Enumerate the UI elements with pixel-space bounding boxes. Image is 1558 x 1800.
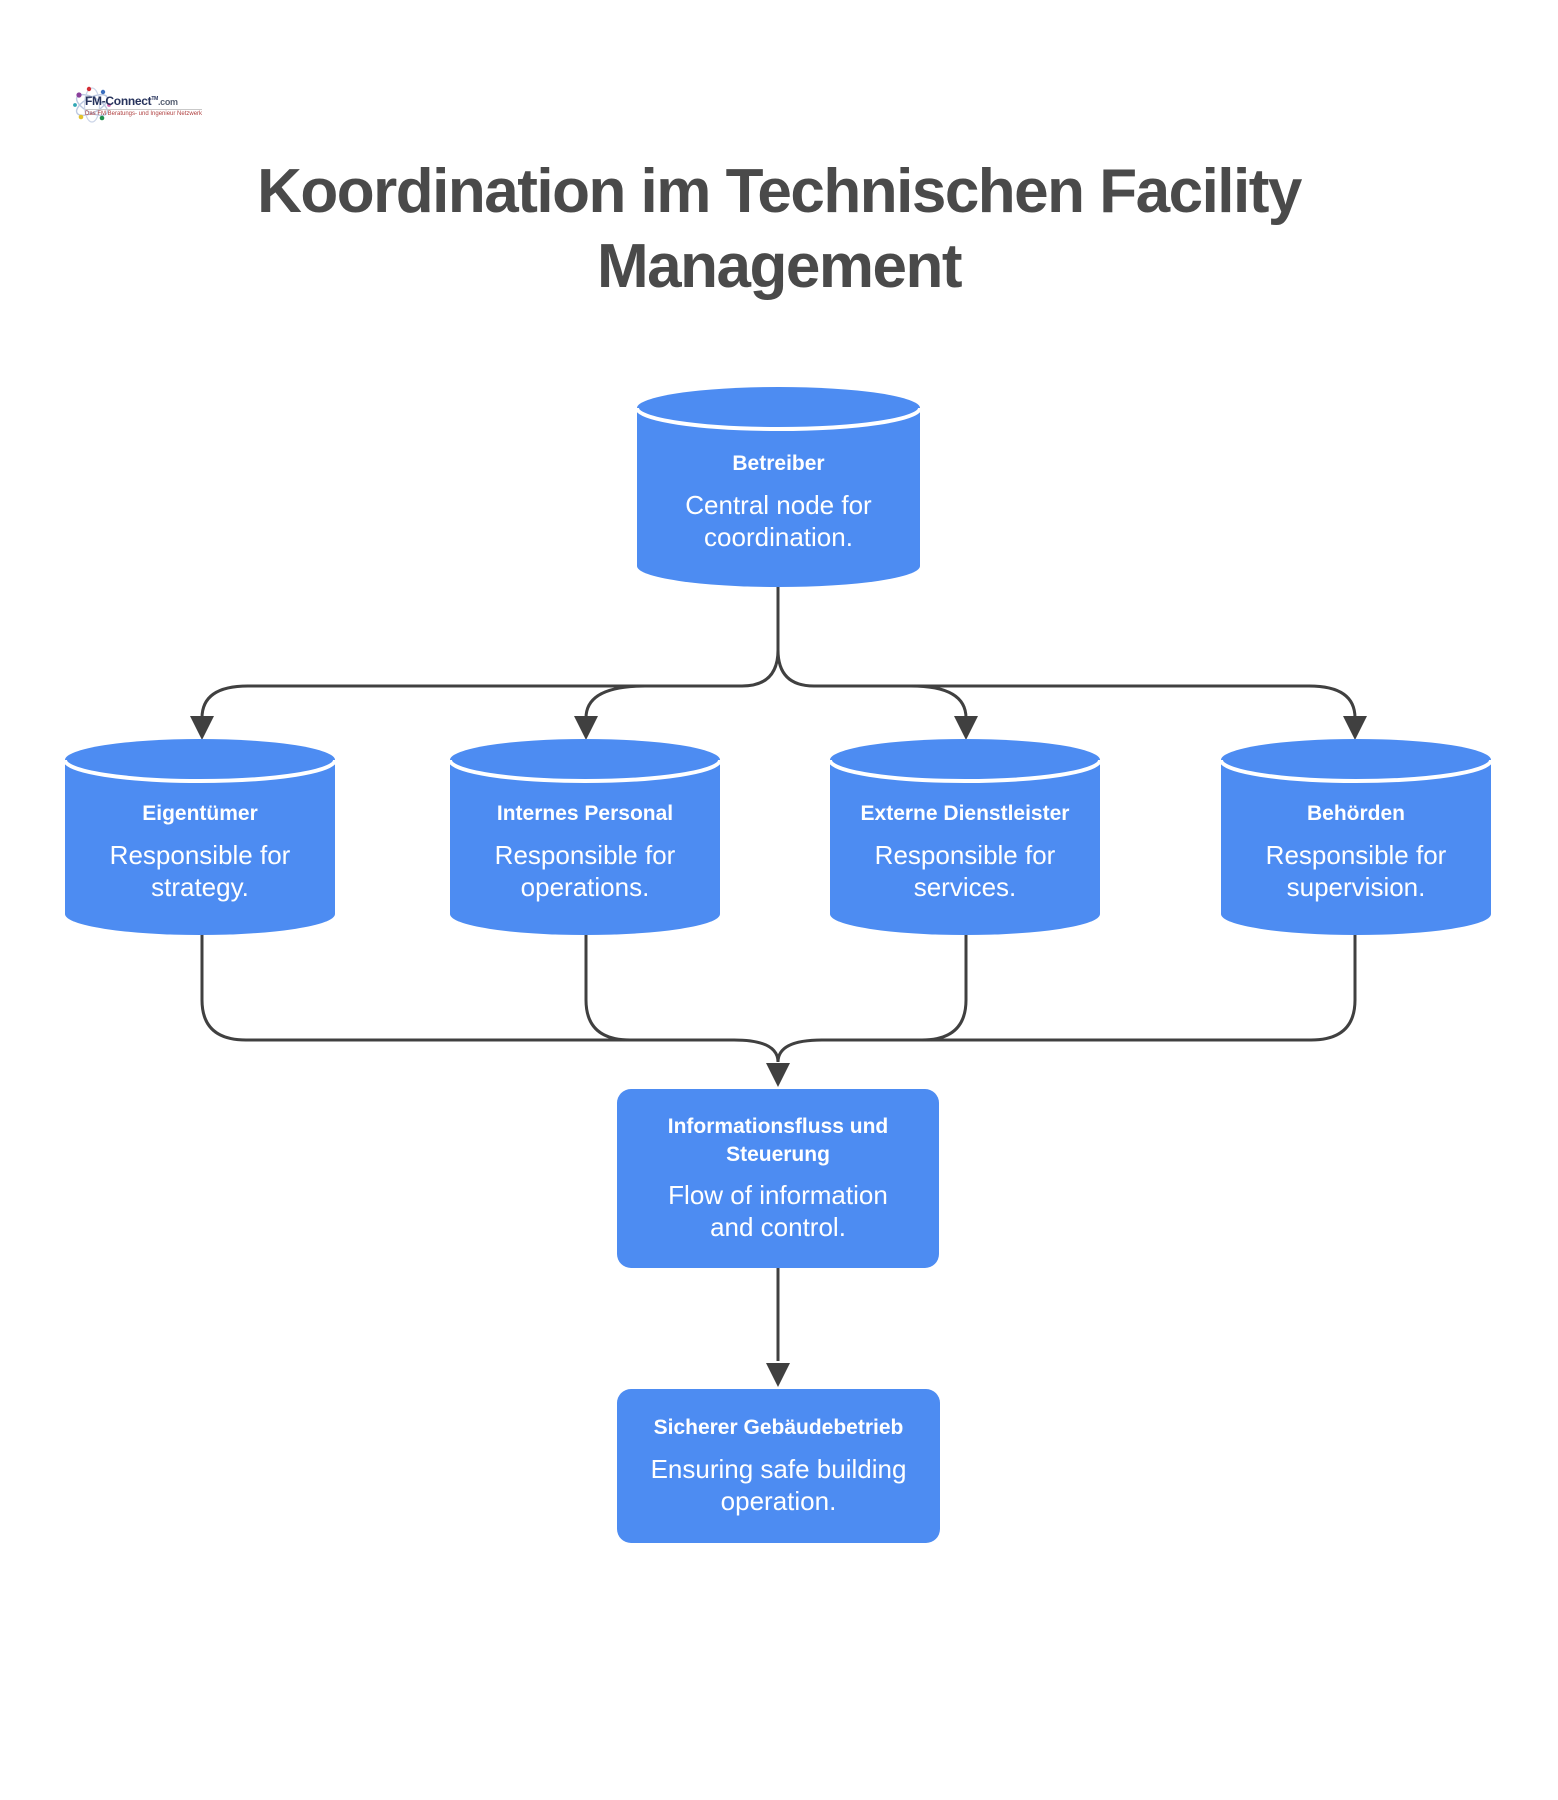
- node-description: Responsible for supervision.: [1265, 839, 1447, 903]
- node-eigentuemer: [65, 739, 335, 935]
- node-title: Informationsfluss und Steuerung: [667, 1115, 889, 1166]
- node-behoerden: [1221, 739, 1491, 935]
- edge-betreiber-to-row: [190, 586, 1367, 740]
- node-title: Sicherer Gebäudebetrieb: [653, 1416, 904, 1440]
- node-title: Externe Dienstleister: [860, 802, 1070, 826]
- node-description: Central node for coordination.: [685, 489, 872, 553]
- arrowhead-informationsfluss: [766, 1063, 790, 1087]
- page-title: Koordination im Technischen Facility Management: [257, 156, 1301, 302]
- node-informationsfluss-und-steuerung: [617, 1089, 939, 1268]
- node-sicherer-gebaeudebetrieb: [617, 1389, 940, 1543]
- logo-tm: TM: [151, 96, 158, 102]
- node-externe-dienstleister: [830, 739, 1100, 935]
- node-internes-personal: [450, 739, 720, 935]
- edge-row-to-informationsfluss: [202, 934, 1355, 1087]
- node-description: Responsible for services.: [874, 839, 1056, 903]
- logo-tagline: Das FM Beratungs- und Ingenieur Netzwerk: [85, 111, 203, 117]
- node-title: Internes Personal: [496, 802, 674, 826]
- node-title: Betreiber: [732, 452, 825, 476]
- node-description: Flow of information and control.: [668, 1179, 888, 1243]
- node-description: Ensuring safe building operation.: [650, 1453, 907, 1517]
- node-description: Responsible for strategy.: [109, 839, 291, 903]
- node-title: Behörden: [1306, 802, 1405, 826]
- node-description: Responsible for operations.: [494, 839, 676, 903]
- node-title: Eigentümer: [142, 802, 258, 826]
- arrowhead-sicherer-gebaeudebetrieb: [766, 1363, 790, 1387]
- arrowhead-externe-dienstleister: [954, 716, 978, 740]
- logo-brand: FM-Connect™.com: [85, 94, 178, 108]
- arrowhead-internes-personal: [574, 716, 598, 740]
- edge-informationsfluss-to-sicherer: [766, 1267, 790, 1387]
- logo-suffix: .com: [157, 97, 178, 107]
- arrowhead-eigentuemer: [190, 716, 214, 740]
- arrowhead-behoerden: [1343, 716, 1367, 740]
- node-betreiber: [637, 387, 920, 587]
